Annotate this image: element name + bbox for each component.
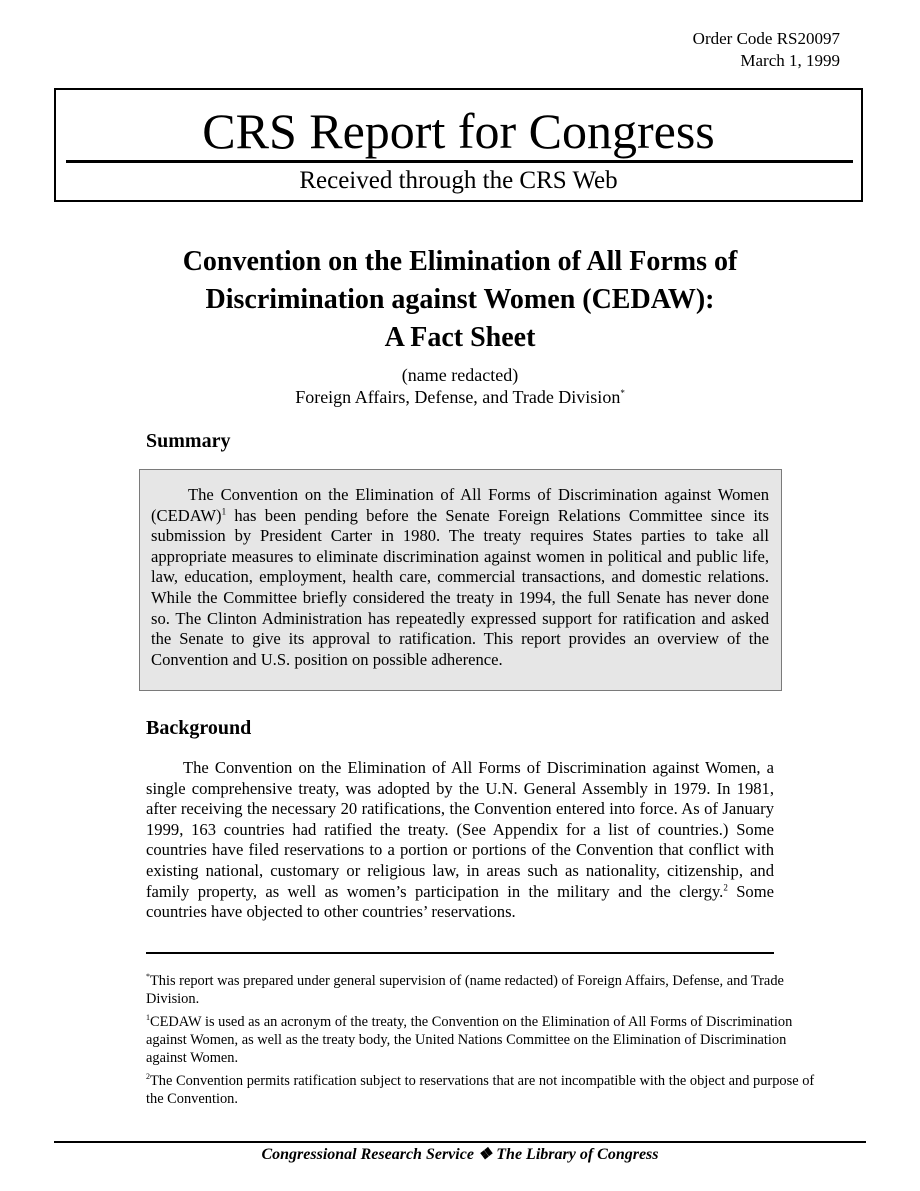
footnote-text: The Convention permits ratification subject to reservations that are not incompatible with the object and purpose of the Convention.: [146, 1073, 815, 1107]
footnote-text: This report was prepared under general supervision of (name redacted) of Foreign Affairs, Defense, and Trade Division.: [146, 973, 784, 1007]
background-text-1: The Convention on the Elimination of All Forms of Discrimination against Women, a single comprehensive treaty, was adopted by the U.N. General Assembly in 1979. In 1981, after receiving the necessary 20 ratifications, the Convention entered into force. As of January 1999, 163 countries had ratified the treaty. (See Appendix for a list of countries.) Some countries have filed reservations to a portion or portions of the Convention that conflict with existing national, customary or religious law, in areas such as nationality, citizenship, and family property, as well as women’s participation in the military and the clergy.: [146, 758, 774, 901]
footnote-marker: *: [146, 972, 150, 982]
background-paragraph: [146, 758, 774, 923]
author-name: (name redacted): [401, 365, 519, 385]
report-banner: [54, 88, 863, 202]
page-footer: Congressional Research Service ❖ The Library of Congress: [261, 1146, 659, 1163]
document-title: [100, 243, 820, 357]
footnote-item: [146, 1013, 824, 1067]
title-line-2: Discrimination against Women (CEDAW):: [205, 284, 715, 315]
division-footnote-marker: *: [620, 388, 625, 398]
banner-rule: [66, 160, 853, 163]
background-footnote-marker: 2: [723, 882, 728, 893]
order-code: Order Code RS20097: [692, 29, 840, 48]
footnote-item: [146, 1072, 824, 1108]
background-text-2: Some countries have objected to other countries’ reservations.: [146, 881, 774, 922]
summary-box: [139, 469, 782, 691]
summary-text-1: The Convention on the Elimination of All Forms of Discrimination against Women (CEDAW): [151, 485, 769, 525]
footer-rule: [54, 1141, 866, 1143]
background-heading: Background: [146, 717, 252, 739]
banner-subtitle: Received through the CRS Web: [299, 167, 618, 194]
summary-heading: Summary: [146, 430, 231, 452]
summary-footnote-marker: 1: [221, 506, 227, 517]
summary-text-2: has been pending before the Senate Foreign Relations Committee since its submission by President Carter in 1980. The treaty requires States parties to take all appropriate measures to eliminate discrimination against women in political and public life, law, education, employment, health care, commercial transactions, and domestic relations. While the Committee briefly considered the treaty in 1994, the full Senate has never done so. The Clinton Administration has repeatedly expressed support for ratification and asked the Senate to give its approval to ratification. This report provides an overview of the Convention and U.S. position on possible adherence.: [151, 505, 769, 669]
footnote-marker: 1: [146, 1013, 150, 1023]
author-division: [100, 386, 820, 408]
order-info: [693, 28, 840, 72]
footnote-separator: [146, 952, 774, 954]
division-text: Foreign Affairs, Defense, and Trade Division: [295, 387, 621, 407]
title-line-3: A Fact Sheet: [384, 322, 536, 353]
banner-title: CRS Report for Congress: [202, 103, 715, 159]
footnote-item: [146, 972, 824, 1008]
footnotes: [146, 972, 824, 1113]
footnote-text: CEDAW is used as an acronym of the treaty, the Convention on the Elimination of All Forms of Discrimination against Women, as well as the treaty body, the United Nations Committee on the Elimination of Discrimination against Women.: [146, 1014, 793, 1066]
background-section: [146, 758, 774, 923]
footnote-marker: 2: [146, 1072, 150, 1082]
summary-paragraph: [151, 485, 769, 670]
report-date: March 1, 1999: [740, 51, 840, 70]
title-line-1: Convention on the Elimination of All Forms of: [182, 246, 738, 277]
author-block: [100, 364, 820, 408]
